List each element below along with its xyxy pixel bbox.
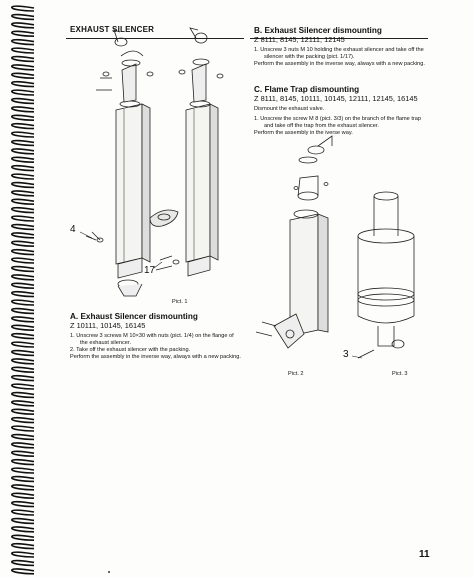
section-c xyxy=(254,85,426,137)
pict-1-drawing xyxy=(86,28,223,296)
section-title: EXHAUST SILENCER xyxy=(70,25,155,34)
section-a-models: Z 10111, 10145, 16145 xyxy=(70,321,146,330)
section-c-intro: Dismount the exhaust valve. xyxy=(254,106,325,112)
section-b-note: Perform the assembly in the inverse way, always with a new packing. xyxy=(254,61,425,67)
callout-4: 4 xyxy=(70,224,76,235)
pict-1-caption: Pict. 1 xyxy=(172,299,188,305)
callout-3: 3 xyxy=(343,349,349,360)
section-a-note: Perform the assembly in the inverse way, always with a new packing. xyxy=(70,354,241,360)
section-c-note: Perform the assembly in the iverse way. xyxy=(254,130,353,136)
section-a xyxy=(70,312,242,361)
section-c-title: C. Flame Trap dismounting xyxy=(254,85,360,94)
section-a-step-1: 1. Unscrew 3 screws M 10×30 with nuts (pict. 1/4) on the flange of the exhaust silencer. xyxy=(70,333,234,346)
pict-2-drawing xyxy=(256,136,332,348)
pict-2-caption: Pict. 2 xyxy=(288,371,304,377)
section-c-step-1: 1. Unscrew the screw M 8 (pict. 3/3) on the branch of the flame trap and take off the trap from the exhaust silencer. xyxy=(254,116,421,129)
section-b-title: B. Exhaust Silencer dismounting xyxy=(254,26,382,35)
section-c-models: Z 8111, 8145, 10111, 10145, 12111, 12145, 16145 xyxy=(254,94,418,103)
section-b xyxy=(254,26,426,68)
pict-3-caption: Pict. 3 xyxy=(392,371,408,377)
section-b-step-1: 1. Unscrew 3 nuts M 10 holding the exhaust silencer and take off the silencer with the packing (pict. 1/17). xyxy=(254,47,424,60)
section-a-title: A. Exhaust Silencer dismounting xyxy=(70,312,198,321)
section-a-step-2: 2. Take off the exhaust silencer with the packing. xyxy=(70,347,191,353)
pict-3-drawing xyxy=(358,192,414,358)
callout-17: 17 xyxy=(144,265,156,276)
page-number: 11 xyxy=(419,549,430,560)
section-b-models: Z 8111, 8145, 12111, 12145 xyxy=(254,35,345,44)
speck xyxy=(108,571,110,573)
